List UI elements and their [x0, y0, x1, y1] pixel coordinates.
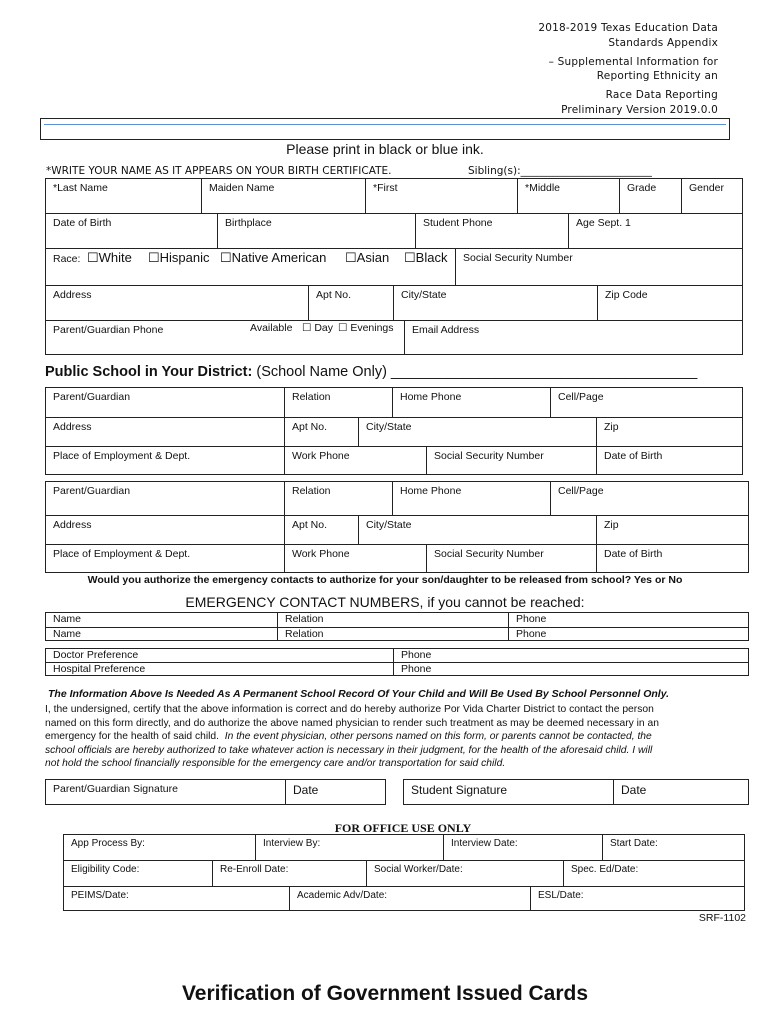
header-line-4: Reporting Ethnicity an [596, 70, 718, 82]
ec-phone-1[interactable]: Phone [508, 613, 749, 627]
guardian-2-employment[interactable]: Place of Employment & Dept. [46, 544, 284, 573]
student-date-field[interactable]: Date [613, 780, 748, 804]
statement-line-5: not hold the school financially responsible for the emergency care and/or transportation for said child. [45, 758, 506, 769]
form-code: SRF-1102 [698, 912, 746, 924]
guardian-1-work-phone[interactable]: Work Phone [284, 446, 426, 475]
medical-preference-grid [45, 648, 749, 676]
doctor-preference-field[interactable]: Doctor Preference [53, 649, 139, 661]
address-field[interactable]: Address [46, 285, 308, 321]
statement-line-3a: emergency for the health of said child. [45, 731, 220, 742]
blue-rule [44, 124, 726, 125]
guardian-1-zip[interactable]: Zip [596, 417, 743, 447]
race-label: Race: [53, 253, 81, 265]
parent-signature-field[interactable]: Parent/Guardian Signature [53, 783, 178, 795]
student-phone-field[interactable]: Student Phone [415, 213, 568, 249]
header-line-6: Preliminary Version 2019.0.0 [561, 104, 718, 116]
race-native-american-checkbox[interactable]: ☐Native American [220, 250, 327, 265]
statement-line-3b: In the event physician, other persons named on this form, or parents cannot be contacted, the [224, 731, 652, 742]
guardian-1-employment[interactable]: Place of Employment & Dept. [46, 446, 284, 475]
public-school-field: (School Name Only) ______________________________________ [256, 364, 698, 380]
guardian-1-home-phone[interactable]: Home Phone [392, 388, 550, 418]
print-ink-note: Please print in black or blue ink. [286, 141, 484, 157]
top-bar-box [40, 118, 730, 140]
doctor-phone-field[interactable]: Phone [393, 649, 749, 663]
statement-line-1: I, the undersigned, certify that the above information is correct and do hereby authorize Por Vida Charter District to contact the person [45, 704, 654, 715]
parent-date-field[interactable]: Date [285, 780, 385, 804]
statement-heading: The Information Above Is Needed As A Permanent School Record Of Your Child and Will Be Used By School Personnel Only. [48, 688, 670, 700]
footer-title: Verification of Government Issued Cards [181, 982, 589, 1005]
guardian-2-home-phone[interactable]: Home Phone [392, 482, 550, 516]
maiden-name-field[interactable]: Maiden Name [201, 179, 365, 214]
statement-line-4: school officials are hereby authorized to take whatever action is necessary in their judgment, for the health of the aforesaid child. I will [45, 744, 653, 756]
race-white-checkbox[interactable]: ☐White [87, 250, 132, 265]
hospital-phone-field[interactable]: Phone [393, 662, 749, 676]
guardian-2-work-phone[interactable]: Work Phone [284, 544, 426, 573]
office-use-grid [63, 834, 745, 911]
write-name-note: *WRITE YOUR NAME AS IT APPEARS ON YOUR BIRTH CERTIFICATE. [46, 165, 392, 177]
gender-field[interactable]: Gender [681, 179, 743, 214]
guardian-1-name[interactable]: Parent/Guardian [53, 391, 131, 403]
academic-adv-field[interactable]: Academic Adv/Date: [289, 886, 530, 911]
header-line-5: Race Data Reporting [605, 89, 718, 101]
student-signature-box [403, 779, 749, 805]
public-school-label: Public School in Your District: [45, 364, 253, 380]
office-use-title: FOR OFFICE USE ONLY [334, 821, 472, 835]
city-state-field[interactable]: City/State [393, 285, 597, 321]
ec-name-2[interactable]: Name [46, 627, 277, 641]
guardian-1-apt[interactable]: Apt No. [284, 417, 358, 447]
guardian-2-dob[interactable]: Date of Birth [596, 544, 749, 573]
eligibility-field[interactable]: Eligibility Code: [64, 860, 212, 887]
parent-phone-field[interactable]: Parent/Guardian Phone [46, 320, 404, 355]
hospital-preference-field[interactable]: Hospital Preference [46, 662, 393, 676]
day-checkbox[interactable]: ☐ Day [302, 322, 334, 334]
grade-field[interactable]: Grade [619, 179, 681, 214]
guardian-1-address[interactable]: Address [46, 417, 284, 447]
first-name-field[interactable]: *First [365, 179, 517, 214]
guardian-1-cell[interactable]: Cell/Page [550, 388, 743, 418]
interview-date-field[interactable]: Interview Date: [443, 835, 602, 861]
siblings-field[interactable]: Sibling(s):_________________________ [468, 165, 652, 177]
guardian-1-dob[interactable]: Date of Birth [596, 446, 743, 475]
guardian-2-city[interactable]: City/State [358, 515, 596, 545]
dob-field[interactable]: Date of Birth [46, 213, 217, 249]
guardian-2-relation[interactable]: Relation [284, 482, 392, 516]
parent-signature-box [45, 779, 386, 805]
birthplace-field[interactable]: Birthplace [217, 213, 415, 249]
app-process-field[interactable]: App Process By: [71, 838, 145, 849]
last-name-field[interactable]: *Last Name [53, 182, 108, 194]
header-line-1: 2018-2019 Texas Education Data [538, 22, 718, 34]
guardian-2-name[interactable]: Parent/Guardian [53, 485, 131, 497]
student-signature-field[interactable]: Student Signature [411, 783, 508, 797]
guardian-2-address[interactable]: Address [46, 515, 284, 545]
available-label: Available [250, 322, 293, 334]
guardian-1-ssn[interactable]: Social Security Number [426, 446, 596, 475]
public-school-line[interactable] [45, 364, 697, 380]
guardian-2-apt[interactable]: Apt No. [284, 515, 358, 545]
emergency-title: EMERGENCY CONTACT NUMBERS, if you cannot be reached: [185, 594, 585, 610]
email-field[interactable]: Email Address [404, 320, 743, 355]
authorize-question: Would you authorize the emergency contacts to authorize for your son/daughter to be released from school? Yes or No [87, 574, 683, 586]
guardian-1-city[interactable]: City/State [358, 417, 596, 447]
race-hispanic-checkbox[interactable]: ☐Hispanic [148, 250, 210, 265]
emergency-contacts-grid [45, 612, 749, 641]
guardian-2-ssn[interactable]: Social Security Number [426, 544, 596, 573]
esl-field[interactable]: ESL/Date: [530, 886, 745, 911]
social-worker-field[interactable]: Social Worker/Date: [366, 860, 563, 887]
start-date-field[interactable]: Start Date: [602, 835, 745, 861]
evenings-checkbox[interactable]: ☐ Evenings [338, 322, 394, 334]
age-sept-field[interactable]: Age Sept. 1 [568, 213, 743, 249]
zip-field[interactable]: Zip Code [597, 285, 743, 321]
statement-line-3 [45, 730, 735, 744]
race-black-checkbox[interactable]: ☐Black [404, 250, 448, 265]
interview-by-field[interactable]: Interview By: [255, 835, 443, 861]
ec-relation-2[interactable]: Relation [277, 627, 508, 641]
student-info-grid [45, 178, 743, 355]
ec-phone-2[interactable]: Phone [508, 627, 749, 641]
ec-relation-1[interactable]: Relation [277, 613, 508, 627]
statement-line-2: named on this form directly, and do authorize the above named physician to render such treatment as may be deemed necessary in an [45, 717, 659, 729]
peims-field[interactable]: PEIMS/Date: [64, 886, 289, 911]
guardian-1-relation[interactable]: Relation [284, 388, 392, 418]
ssn-field[interactable]: Social Security Number [455, 248, 743, 286]
guardian-2-zip[interactable]: Zip [596, 515, 749, 545]
header-line-2: Standards Appendix [608, 37, 718, 49]
reenroll-field[interactable]: Re-Enroll Date: [212, 860, 366, 887]
spec-ed-field[interactable]: Spec. Ed/Date: [563, 860, 745, 887]
guardian-2-cell[interactable]: Cell/Page [550, 482, 749, 516]
ec-name-1[interactable]: Name [53, 613, 82, 625]
header-line-3: – Supplemental Information for [548, 56, 718, 68]
guardian-1-grid [45, 387, 743, 475]
statement-body [45, 703, 735, 771]
middle-name-field[interactable]: *Middle [517, 179, 619, 214]
race-asian-checkbox[interactable]: ☐Asian [345, 250, 390, 265]
apt-field[interactable]: Apt No. [308, 285, 393, 321]
guardian-2-grid [45, 481, 749, 573]
